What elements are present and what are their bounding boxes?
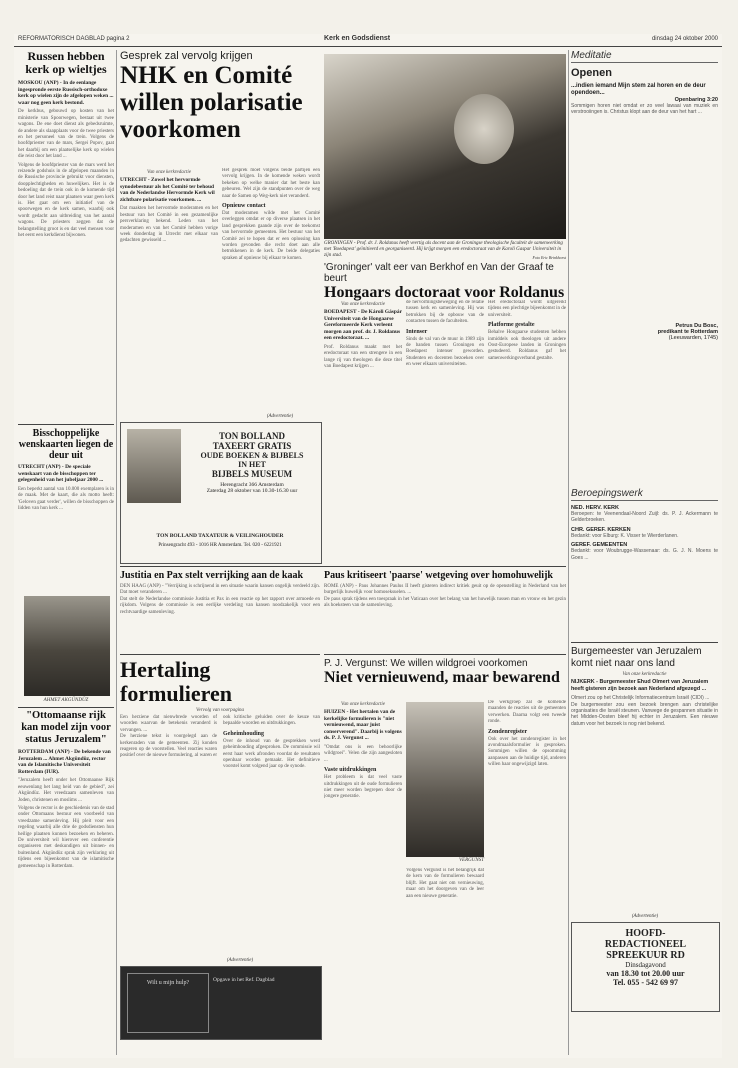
beroeping-t1: Beroepen: te Veenendaal-Noord Zuijl: ds. P. J. Ackermann te Gelderbroeken. (571, 511, 718, 524)
col-divider-2 (568, 50, 569, 1055)
vergunst-photo-caption: VERGUNST (459, 858, 484, 863)
hertaling-article: Hertaling formulieren Vervolg van voorpagina Een herziene dat nienwbrede woorden of woorden waarvan de betekenis veranderd is vervangen. ... De herziene tekst is voorgelegd aan de kerkenraden van de gemeenten. Zij konden reageren op de voorstellen. Veel reacties waren positief over de nieuwe formulering, al waren er ook kritische geluiden over de keuze van bepaalde woorden en uitdrukkingen. Geheimhouding Over de inhoud van de gesprekken werd geheimhouding afgesproken. De commissie wil eerst haar werk afronden voordat de resultaten openbaar worden gemaakt. Het definitieve voorstel komt volgend jaar op de synode. (120, 658, 320, 770)
vergunst-body: "Omdat ons is een behoorlijke wildgroei". Velen die zijn aangesloten ... (324, 744, 402, 763)
ad1-line4: IN HET (238, 460, 266, 469)
nhk-kicker: Gesprek zal vervolg krijgen (120, 50, 253, 62)
col1-rule2 (18, 707, 114, 708)
roldanus-byline: Van onze kerkredactie (341, 302, 385, 307)
wenskaarten-headline: Bisschoppelijke wenskaarten liegen de deur uit (18, 428, 114, 461)
vergunst-subhead1: Vaste uitdrukkingen (324, 767, 377, 774)
ad2-label: (Advertentie) (226, 958, 254, 963)
ad1-footer2: Prinsengracht 493 - 1016 HR Amsterdam. Tel. 020 - 6221921 (158, 543, 282, 548)
header-section: Kerk en Godsdienst (324, 35, 391, 42)
meditatie-body: Sommigen horen niet omdat er zo veel lawaai van muziek en verstrooiingen is. Christus klopt aan de deur van het hart ... (571, 103, 718, 116)
beroepingswerk-box (571, 488, 718, 638)
ad3-line1: HOOFD- (625, 928, 666, 939)
roldanus-headline: Hongaars doctoraat voor Roldanus (324, 284, 565, 301)
wenskaarten-body: Een beperkt aantal van 10.000 exemplaren is in de maak. Met de kaart, die als motto heeft: 'Geloven gaat verder', willen de bisschoppen de lidden van hun kerk ... (18, 486, 114, 511)
ad1-footer1: TON BOLLAND TAXATEUR & VEILINGHOUDER (156, 533, 284, 539)
ottomaanse-body: "Jeruzalem heeft onder het Ottomaanse Rijk eeuwenlang het lang heid van de gebied", zei Akgündüz. Het vreedzaam samenleven van Joden, christenen en moslims ... (18, 778, 114, 803)
ottomaanse-lead: ROTTERDAM (ANP) - De bekende van Jeruzalem ... Ahmet Akgündüz, rector van de Islamitische Universiteit Rotterdam (IUR). (18, 749, 111, 775)
beroeping-t3: Bedankt: voor Woubrugge-Wassenaar: ds. G. J. N. Moens te Goes ... (571, 548, 718, 561)
vergunst-col-a: Van onze kerkredactie HUIZEN - Het hertalen van de kerkelijke formulieren is "niet vernieuwend, maar juist conserverend". Daarbij is volgens ds. P. J. Vergunst ... "Omdat ons is een behoorlijke wildgroei". Velen die zijn aangesloten ... Vaste uitdrukkingen Het probleem is dat veel vaste uitdrukkingen uit de oude formulieren niet meer worden begrepen door de jongere generatie. (324, 702, 402, 800)
ad2-row1: Wilt u mijn hulp? (146, 980, 190, 986)
ad3-line5: van 18.30 tot 20.00 uur (606, 969, 685, 978)
vergunst-col-c: De werkgroep zal de komende maanden de reacties uit de gemeenten verwerken. Daarna volgt een tweede ronde. Zondenregister Ook over het zondenregister in het avondmaalsformulier is gesproken. Sommigen willen de opsomming aanpassen aan de huidige tijd, anderen willen haar ongewijzigd laten. (488, 700, 566, 768)
col-divider-1 (116, 50, 117, 1055)
roldanus-face (454, 94, 514, 164)
meditatie-signoff3: (Leeuwarden, 1745) (668, 335, 718, 341)
roldanus-col-b: de hervormingsbeweging en de relatie tussen kerk en samenleving. Hij was betrokken bij de opbouw van de contacten tussen de faculteiten. Intenser Sinds de val van de muur in 1989 zijn de banden tussen Groningen en Boedapest intenser geworden. Studenten en docenten bezoeken over en weer elkaars universiteiten. (406, 300, 484, 368)
vergunst-subhead2: Zondenregister (488, 728, 528, 735)
russen-article: Russen hebben kerk op wieltjes MOSKOU (ANP) - In de eenlange ingespronde eerste Russisch-orthodoxe kerk op wielen zijn de afgelopen weken ... waar nog geen kerk bestond. De kerkbus, gebouwd op kosten van het ministerie van Spoorwegen, bestaat uit twee wagons. De ene doet dienst als gebedsruimte, de andere als slaapplaats voor de twee priesters en het personeel van de trein. Volgens de hoofdpriester van de mars, Sergei Popov, gaat het daarbij om een plaatselijke kerk op wielen die reist door het land ... Volgens de hoofdpriester van de mars werd het reizende godshuis in de afgelopen maanden in de Russische provincie gebruikt voor diensten, doopplechtigheden en huwelijken. Het is de bedoeling dat de trein ook in de komende tijd door het land reist naar plaatsen waar geen kerk is. Het gaat om een initiatief van de spoorwegen en de kerk samen, waarbij ook wordt gedacht aan uitbreiding van het aantal wagons. De priesters zeggen dat de belangstelling groot is en dat veel mensen voor het eerst een kerkdienst bijwonen. (18, 50, 114, 239)
hertaling-subhead: Geheimhouding (223, 730, 265, 737)
vergunst-photo (406, 702, 484, 857)
beroeping-h2: CHR. GEREF. KERKEN (571, 526, 631, 533)
ottomaanse-headline: "Ottomaanse rijk kan model zijn voor status Jeruzalem" (21, 710, 111, 745)
justitia-headline: Justitia en Pax stelt verrijking aan de kaak (120, 570, 304, 581)
roldanus-subhead2: Platforme gestalte (488, 322, 535, 329)
vergunst-byline: Van onze kerkredactie (341, 702, 385, 707)
meditatie-ref: Openbaring 3:20 (674, 97, 718, 103)
header-date: dinsdag 24 oktober 2000 (651, 36, 718, 42)
ad3-line6: Tel. 055 - 542 69 97 (612, 978, 679, 987)
row-rule-2 (120, 654, 320, 655)
nhk-col-b: Het gesprek moet volgens beide partijen een vervolg krijgen. In de komende weken wordt bekeken op welke manier dat het beste kan gebeuren. Wel zijn de standpunten over de weg naar de Samen op Weg-kerk niet veranderd. Opnieuw contact Dat moderamen wilde met het Comité overleggen omdat er op diverse plaatsen in het land gesprekken gaande zijn over de toekomst van hervormde gemeenten. Het bestuur van het Comité zei te hopen dat er een oplossing kan worden gevonden die recht doet aan alle betrokkenen in de kerk. De beide delegaties spraken af opnieuw bij elkaar te komen. (222, 168, 320, 261)
nhk-subhead: Opnieuw contact (222, 203, 266, 210)
paus-headline: Paus kritiseert 'paarse' wetgeving over homohuwelijk (324, 570, 553, 581)
ad1-line6: Herengracht 366 Amsterdam (220, 482, 284, 488)
ad3-line2: REDACTIONEEL (604, 939, 687, 950)
hertaling-body: Een herziene dat nienwbrede woorden of woorden waarvan de betekenis veranderd is vervangen. ... (120, 715, 217, 733)
burgemeester-rule (571, 642, 718, 643)
ad1-line3: OUDE BOEKEN & BIJBELS (200, 451, 304, 460)
russen-headline: Russen hebben kerk op wieltjes (25, 50, 107, 76)
row-rule-3 (324, 654, 566, 655)
ad2-row2: Opgave in het Ref. Dagblad (213, 977, 275, 983)
ad1-line7: Zaterdag 28 oktober van 10.30-16.30 uur (206, 488, 298, 494)
roldanus-kicker: 'Groninger' valt eer van Berkhof en Van der Graaf te beurt (324, 262, 554, 284)
ad1-line1: TON BOLLAND (218, 431, 286, 441)
paus-article: Paus kritiseert 'paarse' wetgeving over homohuwelijk ROME (ANP) - Paus Johannes Paulus II heeft gisteren indirect kritiek geuit op de openstelling in Nederland van het burgerlijk huwelijk voor homoseksuelen. ... De paus sprak tijdens een toespraak in het Vaticaan over het belang van het huwelijk tussen man en vrouw en het gezin als hoeksteen van de samenleving. (324, 570, 566, 609)
akgunduz-portrait (24, 596, 110, 696)
justitia-article: Justitia en Pax stelt verrijking aan de kaak DEN HAAG (ANP) - "Verrijking is schrijnend in een situatie waarin kansen ongelijk verdeeld zijn. Dat moet veranderen ... Dat stelt de Nederlandse commissie Justitia et Pax in een reactie op het rapport over armoede en rijkdom. Volgens de commissie is een eerlijke verdeling van kansen noodzakelijk voor een rechtvaardige samenleving. (120, 570, 320, 615)
nhk-byline: Van onze kerkredactie (147, 170, 191, 175)
beroeping-h3: GEREF. GEMEENTEN (571, 542, 628, 549)
roldanus-body: Prof. Roldanus maakt met het eredoctoraat van een strengere in een lange rij van theologen die deze titel van Boedapest krijgen ... (324, 344, 402, 370)
wenskaarten-article (18, 428, 114, 593)
hertaling-headline: Hertaling formulieren (120, 658, 233, 706)
meditatie-box (571, 50, 718, 341)
ad-spreekuur (571, 922, 720, 1012)
vergunst-lead: HUIZEN - Het hertalen van de kerkelijke formulieren is "niet vernieuwend, maar juist conserverend". Daarbij is volgens ds. P. J. Vergunst ... (324, 709, 402, 742)
meditatie-signoff1: Petrus Du Bosc, (675, 323, 718, 329)
vergunst-col-b: Volgens Vergunst is het belangrijk dat de kern van de formulieren bewaard blijft. Het gaat niet om vernieuwing, maar om het doorgeven van de leer aan een nieuwe generatie. (406, 868, 484, 899)
roldanus-lead: BOEDAPEST - De Károli Gáspár Universiteit van de Hongaarse Gereformeerde Kerk verleent morgen aan prof. dr. J. Roldanus een eredoctoraat. ... (324, 309, 402, 342)
burgemeester-headline: Burgemeester van Jeruzalem komt niet naar ons land (571, 646, 702, 669)
header-left: REFORMATORISCH DAGBLAD pagina 2 (18, 36, 130, 42)
page-header (14, 34, 722, 46)
burgemeester-body: Olmert zou op het Christelijk Informatiecentrum Israël (CIDI) ... (571, 695, 710, 702)
ad-hulp (120, 966, 322, 1040)
burgemeester-lead: NIJKERK - Burgemeester Ehud Olmert van Jeruzalem heeft gisteren zijn bezoek aan Nederland afgezegd ... (571, 679, 709, 692)
ad3-label: (Advertentie) (631, 914, 659, 919)
burgemeester-article: Burgemeester van Jeruzalem komt niet naar ons land Van onze kerkredactie NIJKERK - Burgemeester Ehud Olmert van Jeruzalem heeft gisteren zijn bezoek aan Nederland afgezegd ... Olmert zou op het Christelijk Informatiecentrum Israël (CIDI) ... De burgemeester zou een bezoek brengen aan christelijke organisaties die Israël steunen. Vanwege de gespannen situatie in het Midden-Oosten bleef hij echter in Jeruzalem. Een nieuwe datum voor het bezoek is nog niet bekend. (571, 642, 718, 912)
row-rule-1 (120, 566, 566, 567)
ad3-line3: SPREEKUUR RD (606, 950, 685, 961)
portrait-caption: AHMET AKGÜNDÜZ (43, 698, 89, 703)
ad1-line2: TAXEERT GRATIS (212, 441, 292, 451)
nhk-headline: NHK en Comité willen polarisatie voorkomen (120, 62, 303, 143)
wenskaarten-lead: UTRECHT (ANP) - De speciale wenskaart van de bisschoppen ter gelegenheid van het jubeljaar 2000 ... (18, 464, 104, 484)
ottomaanse-article: "Ottomaanse rijk kan model zijn voor status Jeruzalem" ROTTERDAM (ANP) - De bekende van Jeruzalem ... Ahmet Akgündüz, rector van de Islamitische Universiteit Rotterdam (IUR). "Jeruzalem heeft onder het Ottomaanse Rijk eeuwenlang het lang heid van de gebied", zei Akgündüz. Het vreedzaam samenleven van Joden, christenen en moslims ... Volgens de rector is de geschiedenis van de stad onder Ottomaans bestuur een voorbeeld van vreedzame samenleving. Hij pleit voor een regeling waarbij alle drie de godsdiensten hun heilige plaatsen kunnen bezoeken en beheren. De universiteit wil hierover een conferentie organiseren met deskundigen uit binnen- en buitenland. Akgündüz sprak zijn verklaring uit tijdens een bijeenkomst van de islamitische gemeenschap in Rotterdam. (18, 710, 114, 869)
roldanus-subhead1: Intenser (406, 328, 428, 335)
russen-body: De kerkbus, gebouwd op kosten van het ministerie van Spoorwegen, bestaat uit twee wagons. De ene doet dienst als gebedsruimte, de andere als slaapplaats voor de twee priesters en het personeel van de trein. Volgens de hoofdpriester van de mars, Sergei Popov, gaat het daarbij om een plaatselijke kerk op wielen die reist door het land ... (18, 109, 114, 160)
beroeping-label: Beroepingswerk (571, 488, 718, 501)
vergunst-kicker: P. J. Vergunst: We willen wildgroei voorkomen (324, 658, 528, 669)
hertaling-byline: Vervolg van voorpagina (195, 708, 245, 713)
roldanus-photo-credit: Foto Eric Brinkhorst (532, 255, 566, 260)
roldanus-photo-caption: GRONINGEN - Prof. dr. J. Roldanus heeft veertig als docent aan de Groningse theologische faculteit de samenwerking met 'Boedapest' geïnitieerd en georganiseerd. Hij krijgt morgen een eredoctoraat van de Karoli Gaspar Universiteit in zijn stad. (324, 241, 563, 258)
col1-rule1 (18, 424, 114, 425)
paus-body: ROME (ANP) - Paus Johannes Paulus II heeft gisteren indirect kritiek geuit op de openstelling in Nederland van het burgerlijk huwelijk voor homoseksuelen. ... (324, 584, 566, 596)
nhk-lead: UTRECHT - Zowel het hervormde synodebestuur als het Comité ter behoud van de Nederlandse Hervormde Kerk wil zichtbare polarisatie voorkomen. ... (120, 177, 215, 203)
beroeping-h1: NED. HERV. KERK (571, 505, 619, 511)
nhk-headline-block (120, 50, 320, 170)
russen-lead: MOSKOU (ANP) - In de eenlange ingespronde eerste Russisch-orthodoxe kerk op wielen zijn de afgelopen weken ... waar nog geen kerk bestond. (18, 80, 114, 106)
header-rule (14, 46, 722, 47)
meditatie-title: Openen (571, 67, 612, 79)
ad-ton-bolland (120, 422, 322, 564)
roldanus-photo (324, 54, 566, 239)
nhk-col-a (120, 168, 218, 411)
ad3-line4: Dinsdagavond (625, 961, 666, 969)
ad1-line5: BIJBELS MUSEUM (211, 469, 293, 479)
roldanus-col-c: Het eredoctoraat wordt uitgereikt tijdens een plechtige bijeenkomst in de universiteit. Platforme gestalte Behalve Hongaarse studenten hebben inmiddels ook theologen uit andere Oost-Europese landen in Groningen gestudeerd. Roldanus gaf het samenwerkingsverband gestalte. (488, 300, 566, 361)
nhk-body: Dat maakten het hervormde moderamen en het bestuur van het Comité in een gezamenlijke persverklaring bekend. Leden van het moderamen en van het Comité hebben vorige week donderdag in Utrecht met elkaar van gedachten gewisseld ... (120, 206, 218, 244)
justitia-body: DEN HAAG (ANP) - "Verrijking is schrijnend in een situatie waarin kansen ongelijk verdeeld zijn. Dat moet veranderen ... (120, 584, 320, 596)
vergunst-headline-block (324, 658, 566, 698)
burgemeester-byline: Van onze kerkredactie (622, 672, 667, 677)
ad1-label: (Advertentie) (266, 414, 294, 419)
bolland-photo (127, 429, 181, 503)
meditatie-signoff2: predikant te Rotterdam (657, 329, 718, 335)
beroeping-t2: Bedankt: voor Elburg: K. Visser te Wierderlanen. (571, 532, 679, 539)
roldanus-headline-block (324, 262, 566, 302)
meditatie-quote: ...indien iemand Mijn stem zal horen en de deur opendoen... (571, 83, 706, 96)
vergunst-headline: Niet vernieuwend, maar bewarend (324, 669, 560, 686)
roldanus-col-a (324, 300, 402, 460)
meditatie-label: Meditatie (571, 50, 718, 63)
